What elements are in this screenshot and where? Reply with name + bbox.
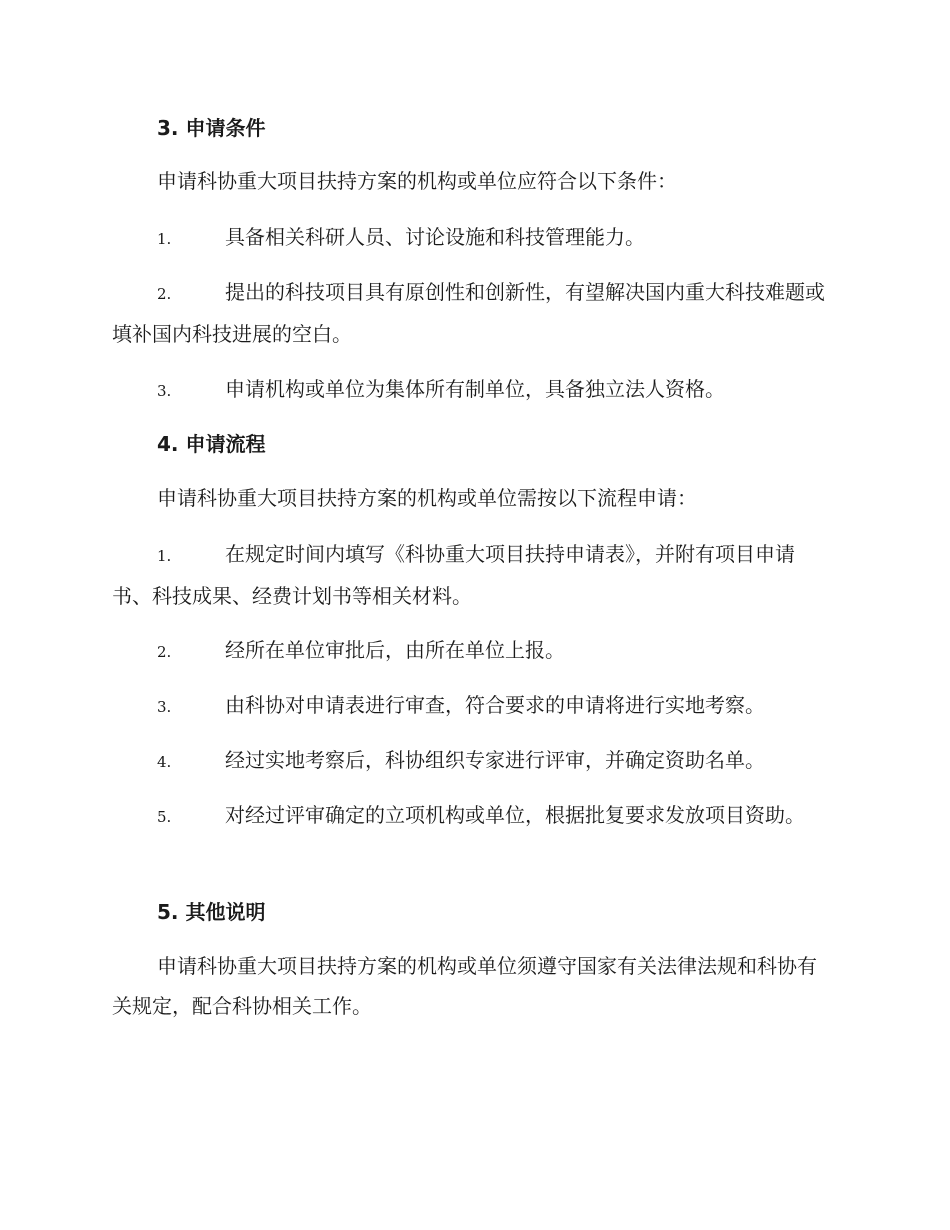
list-number: 1. <box>157 230 172 248</box>
section-4-intro <box>112 478 832 518</box>
list-item-text: 具备相关科研人员、讨论设施和科技管理能力。 <box>225 225 645 249</box>
section-4-item-4 <box>112 740 832 782</box>
list-number: 2. <box>157 643 172 661</box>
section-5-heading: 5. 其他说明 <box>157 900 266 924</box>
section-3-item-1 <box>112 217 832 259</box>
list-number: 5. <box>157 808 172 826</box>
list-number: 1. <box>157 547 172 565</box>
paragraph: 申请科协重大项目扶持方案的机构或单位应符合以下条件： <box>157 169 677 193</box>
section-5-intro <box>112 946 832 1026</box>
list-number: 3. <box>157 382 172 400</box>
paragraph: 申请科协重大项目扶持方案的机构或单位须遵守国家有关法律法规和科协有关规定，配合科协相关工作。 <box>112 954 817 1018</box>
paragraph: 申请科协重大项目扶持方案的机构或单位需按以下流程申请： <box>157 486 697 510</box>
section-4-item-5 <box>112 795 832 837</box>
list-number: 2. <box>157 285 172 303</box>
section-4-heading: 4. 申请流程 <box>157 432 266 456</box>
section-4-item-3 <box>112 685 832 727</box>
list-item-text: 申请机构或单位为集体所有制单位，具备独立法人资格。 <box>225 377 725 401</box>
section-3-item-3 <box>112 369 832 411</box>
list-number: 3. <box>157 698 172 716</box>
list-item-text: 对经过评审确定的立项机构或单位，根据批复要求发放项目资助。 <box>225 803 805 827</box>
list-item-text: 经过实地考察后，科协组织专家进行评审，并确定资助名单。 <box>225 748 765 772</box>
list-item-text: 在规定时间内填写《科协重大项目扶持申请表》，并附有项目申请书、科技成果、经费计划书等相关材料。 <box>112 542 795 608</box>
list-number: 4. <box>157 753 172 771</box>
section-3-intro <box>112 161 832 201</box>
section-4-item-2 <box>112 630 832 672</box>
section-4-item-1 <box>112 534 832 616</box>
list-item-text: 经所在单位审批后，由所在单位上报。 <box>225 638 565 662</box>
section-3-heading: 3. 申请条件 <box>157 116 266 140</box>
list-item-text: 提出的科技项目具有原创性和创新性，有望解决国内重大科技难题或填补国内科技进展的空白。 <box>112 280 825 346</box>
section-3-item-2 <box>112 272 832 354</box>
list-item-text: 由科协对申请表进行审查，符合要求的申请将进行实地考察。 <box>225 693 765 717</box>
